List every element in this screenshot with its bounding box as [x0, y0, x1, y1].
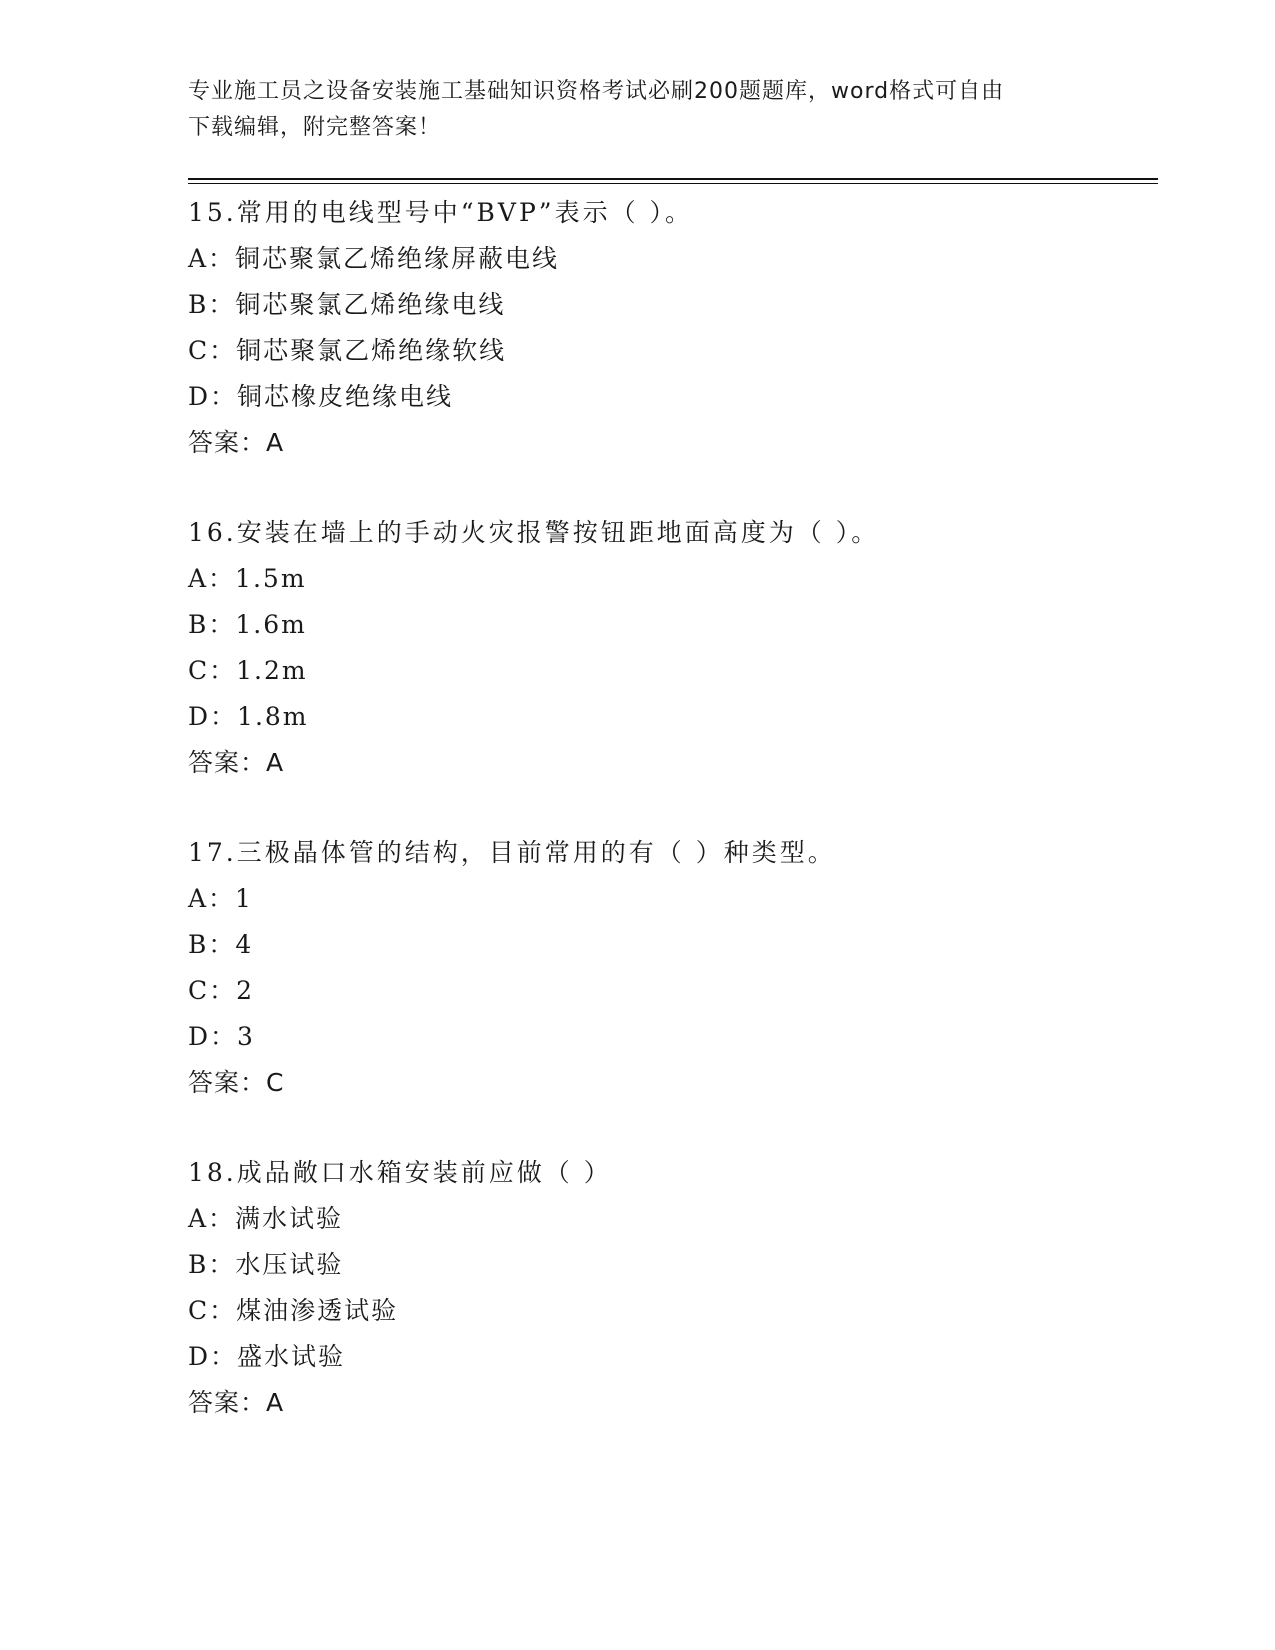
option-c: C：煤油渗透试验 [188, 1296, 399, 1325]
question-16 [188, 510, 1148, 786]
header-line-2: 下载编辑，附完整答案！ [188, 115, 442, 140]
answer-value: A [266, 1388, 285, 1417]
option-d: D：1.8m [188, 702, 309, 731]
question-stem: 15.常用的电线型号中“BVP”表示（ ）。 [188, 198, 694, 227]
option-b: B：1.6m [188, 610, 307, 639]
option-d: D：铜芯橡皮绝缘电线 [188, 382, 454, 411]
answer-value: C [266, 1068, 285, 1097]
header-divider-thin [188, 183, 1158, 184]
question-17 [188, 830, 1148, 1106]
question-15 [188, 190, 1148, 466]
answer [188, 740, 1148, 786]
document-header [188, 74, 1088, 146]
option-d: D：3 [188, 1022, 255, 1051]
option-d: D：盛水试验 [188, 1342, 346, 1371]
option-a: A：1.5m [188, 564, 307, 593]
option-b: B：水压试验 [188, 1250, 344, 1279]
answer-label: 答案： [188, 1388, 267, 1417]
option-a: A：1 [188, 884, 253, 913]
option-a: A：铜芯聚氯乙烯绝缘屏蔽电线 [188, 244, 560, 273]
answer-label: 答案： [188, 428, 267, 457]
answer-label: 答案： [188, 1068, 267, 1097]
answer-value: A [266, 428, 285, 457]
answer-value: A [266, 748, 285, 777]
question-stem: 18.成品敞口水箱安装前应做（ ） [188, 1158, 612, 1187]
option-b: B：铜芯聚氯乙烯绝缘电线 [188, 290, 506, 319]
question-18 [188, 1150, 1148, 1426]
option-a: A：满水试验 [188, 1204, 344, 1233]
question-stem: 16.安装在墙上的手动火灾报警按钮距地面高度为（ ）。 [188, 518, 880, 547]
option-c: C：1.2m [188, 656, 308, 685]
option-c: C：2 [188, 976, 255, 1005]
answer-label: 答案： [188, 748, 267, 777]
header-line-1: 专业施工员之设备安装施工基础知识资格考试必刷200题题库，word格式可自由 [188, 79, 1005, 104]
option-c: C：铜芯聚氯乙烯绝缘软线 [188, 336, 507, 365]
answer [188, 420, 1148, 466]
question-stem: 17.三极晶体管的结构，目前常用的有（ ）种类型。 [188, 838, 836, 867]
option-b: B：4 [188, 930, 254, 959]
answer [188, 1060, 1148, 1106]
header-divider-thick [188, 178, 1158, 180]
answer [188, 1380, 1148, 1426]
